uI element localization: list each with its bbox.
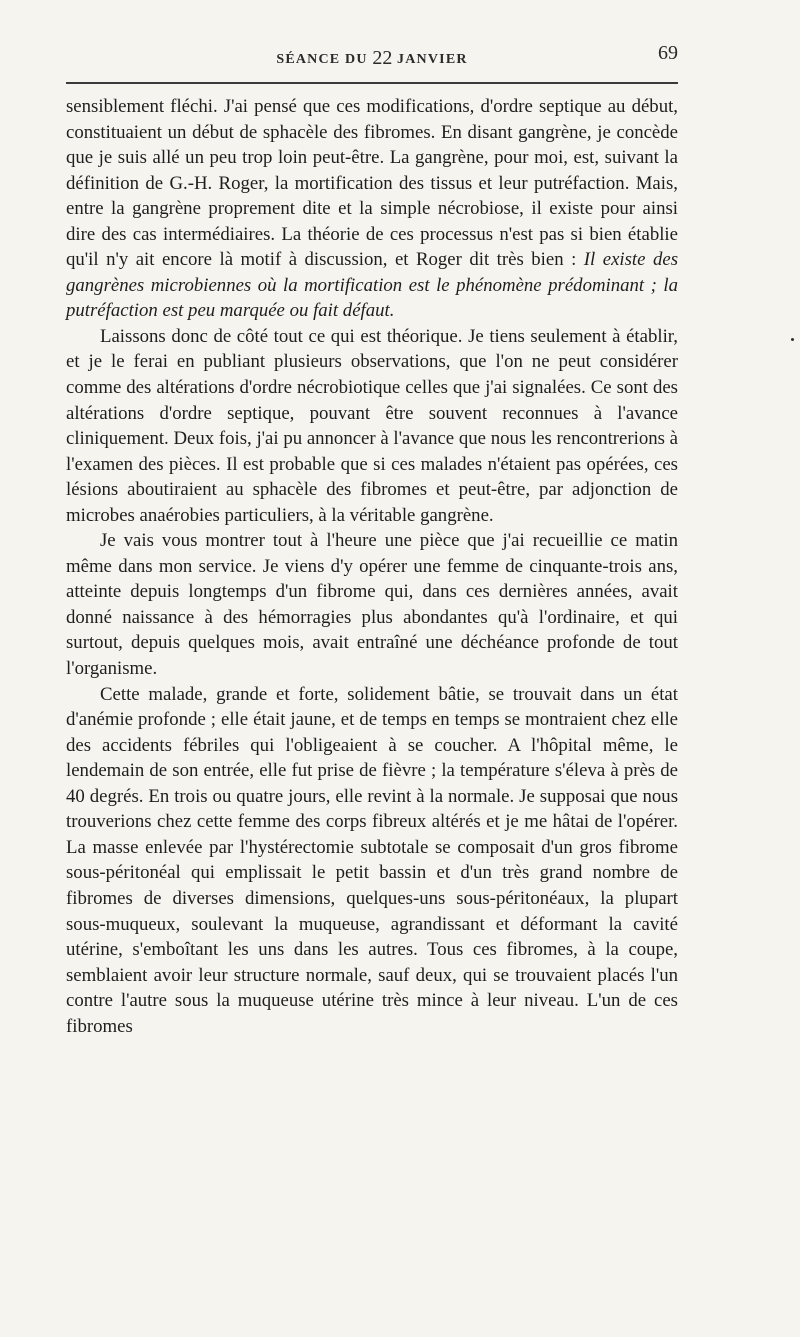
running-title-day: 22 <box>372 47 393 69</box>
running-title-end: JANVIER <box>392 52 468 67</box>
paragraph-1 <box>66 94 678 324</box>
paragraph-1-text: sensiblement fléchi. J'ai pensé que ces modifications, d'ordre septique au début, constituaient un début de sphacèle des fibromes. En disant gangrène, je concède que je suis allé un peu trop loin peut-être. La gangrène, pour moi, est, suivant la définition de G.-H. Roger, la mortification des tissus et leur putréfaction. Mais, entre la gangrène proprement dite et la simple nécrobiose, il existe pour ainsi dire des cas intermédiaires. La théorie de ces processus n'est pas si bien établie qu'il n'y ait encore là motif à discussion, et Roger dit très bien : <box>66 96 678 271</box>
page-number: 69 <box>658 42 678 64</box>
margin-speck <box>791 338 794 341</box>
paragraph-3: Je vais vous montrer tout à l'heure une pièce que j'ai recueillie ce matin même dans mon service. Je viens d'y opérer une femme de cinquante-trois ans, atteinte depuis longtemps d'un fibrome qui, dans ces dernières années, avait donné naissance à des hémorragies plus abondantes qu'à l'ordinaire, et qui surtout, depuis quelques mois, avait entraîné une déchéance profonde de tout l'organisme. <box>66 530 678 680</box>
roger-quotation: Il existe des gangrènes microbiennes où la mortification est le phénomène prédominant ; la putréfaction est peu marquée ou fait défaut. <box>66 249 678 322</box>
running-title-start: SÉANCE DU <box>276 52 373 67</box>
running-title <box>66 46 678 69</box>
paragraph-2: Laissons donc de côté tout ce qui est théorique. Je tiens seulement à établir, et je le ferai en publiant plusieurs observations, que l'on ne peut considérer comme des altérations d'ordre nécrobiotique celles que j'ai signalées. Ce sont des altérations d'ordre septique, pouvant être souvent reconnues à l'avance cliniquement. Deux fois, j'ai pu annoncer à l'avance que nous les rencontrerions à l'examen des pièces. Il est probable que si ces malades n'étaient pas opérées, ces lésions aboutiraient au sphacèle des fibromes et peut-être, par adjonction de microbes anaérobies particuliers, à la véritable gangrène. <box>66 325 678 526</box>
paragraph-4: Cette malade, grande et forte, solidement bâtie, se trouvait dans un état d'anémie profonde ; elle était jaune, et de temps en temps se montraient chez elle des accidents fébriles qui l'obligeaient à se coucher. A l'hôpital même, le lendemain de son entrée, elle fut prise de fièvre ; la température s'éleva à près de 40 degrés. En trois ou quatre jours, elle revint à la normale. Je supposai que nous trouverions chez cette femme des corps fibreux altérés et je me hâtai de l'opérer. La masse enlevée par l'hystérectomie subtotale se composait d'un gros fibrome sous-péritonéal qui emplissait le petit bassin et d'un très grand nombre de fibromes de diverses dimensions, quelques-uns sous-péritonéaux, la plupart sous-muqueux, soulevant la muqueuse, agrandissant et déformant la cavité utérine, s'emboîtant les uns dans les autres. Tous ces fibromes, à la coupe, semblaient avoir leur structure normale, sauf deux, qui se trouvaient placés l'un contre l'autre sous la muqueuse utérine très mince à leur niveau. L'un de ces fibromes <box>66 683 678 1037</box>
body-text <box>66 94 678 1039</box>
header-rule <box>66 82 678 84</box>
page-header <box>66 42 678 70</box>
